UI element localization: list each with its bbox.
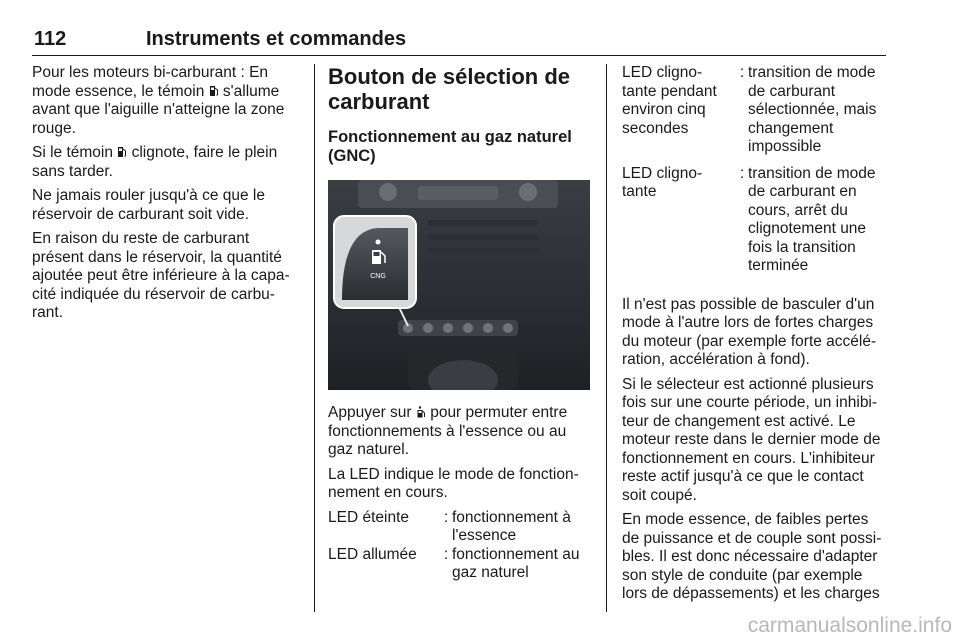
- led-state-table: [328, 509, 590, 583]
- page-header: [32, 28, 886, 52]
- header-divider: [32, 55, 886, 56]
- paragraph-inhibitor: Si le sélecteur est actionné plusieurs fois sur une courte période, un inhibi- teur de changement est activé. Le moteur reste dans le dernier mode de fonctionnement en cours. L'inhibiteur reste actif jusqu'à ce que le contact soit coupé.: [622, 375, 881, 504]
- page-title: Instruments et commandes: [146, 28, 407, 50]
- paragraph-led-indicates: La LED indique le mode de fonction- nement en cours.: [328, 465, 579, 501]
- led-blink-table: [622, 64, 888, 276]
- fuel-pump-icon: [209, 85, 219, 97]
- paragraph-press-button: Appuyer sur pour permuter entre fonctionnements à l'essence ou au gaz naturel.: [328, 404, 568, 458]
- paragraph-high-load: Il n'est pas possible de basculer d'un mode à l'autre lors de fortes charges du moteur (par exemple forte accélé- ration, accélération à fond).: [622, 295, 877, 368]
- fuel-pump-icon: [117, 146, 127, 158]
- column-divider-right: [606, 64, 607, 612]
- console-illustration: [328, 180, 590, 390]
- fuel-selector-button-icon: [416, 406, 426, 418]
- column-divider-left: [314, 64, 315, 612]
- cng-label: CNG: [370, 273, 386, 280]
- table-row: LED cligno- tante : transition de mode de carburant en cours, arrêt du clignotement une fois la transition terminée: [622, 164, 876, 274]
- table-row: LED cligno- tante pendant environ cinq secondes : transition de mode de carburant sélectionnée, mais changement impossible: [622, 64, 877, 155]
- paragraph-fuel-blink: Si le témoin clignote, faire le plein sans tarder.: [32, 144, 278, 180]
- page-number: 112: [34, 28, 67, 50]
- table-row: LED allumée : fonctionnement au gaz naturel: [328, 545, 580, 581]
- paragraph-capacity: En raison du reste de carburant présent dans le réservoir, la quantité ajoutée peut être inférieure à la capa- cité indiquée du réservoir de carbu- rant.: [32, 230, 290, 321]
- fuel-selector-photo: [328, 180, 590, 390]
- section-heading: Bouton de sélection de carburant: [328, 64, 571, 114]
- table-row: LED éteinte : fonctionnement à l'essence: [328, 508, 571, 544]
- paragraph-never-empty: Ne jamais rouler jusqu'à ce que le réservoir de carburant soit vide.: [32, 187, 265, 223]
- column-middle: [328, 64, 590, 595]
- paragraph-petrol-mode: En mode essence, de faibles pertes de puissance et de couple sont possi- bles. Il est donc nécessaire d'adapter son style de conduite (par exemple lors de dépassements) et les charges: [622, 511, 882, 602]
- watermark: carmanualsonline.info: [747, 614, 952, 637]
- section-subheading: Fonctionnement au gaz naturel (GNC): [328, 128, 572, 165]
- column-left: [32, 64, 302, 329]
- column-right: [622, 64, 888, 610]
- paragraph-fuel-warning: Pour les moteurs bi-carburant : En mode essence, le témoin s'allume avant que l'aiguille n'atteigne la zone rouge.: [32, 64, 285, 137]
